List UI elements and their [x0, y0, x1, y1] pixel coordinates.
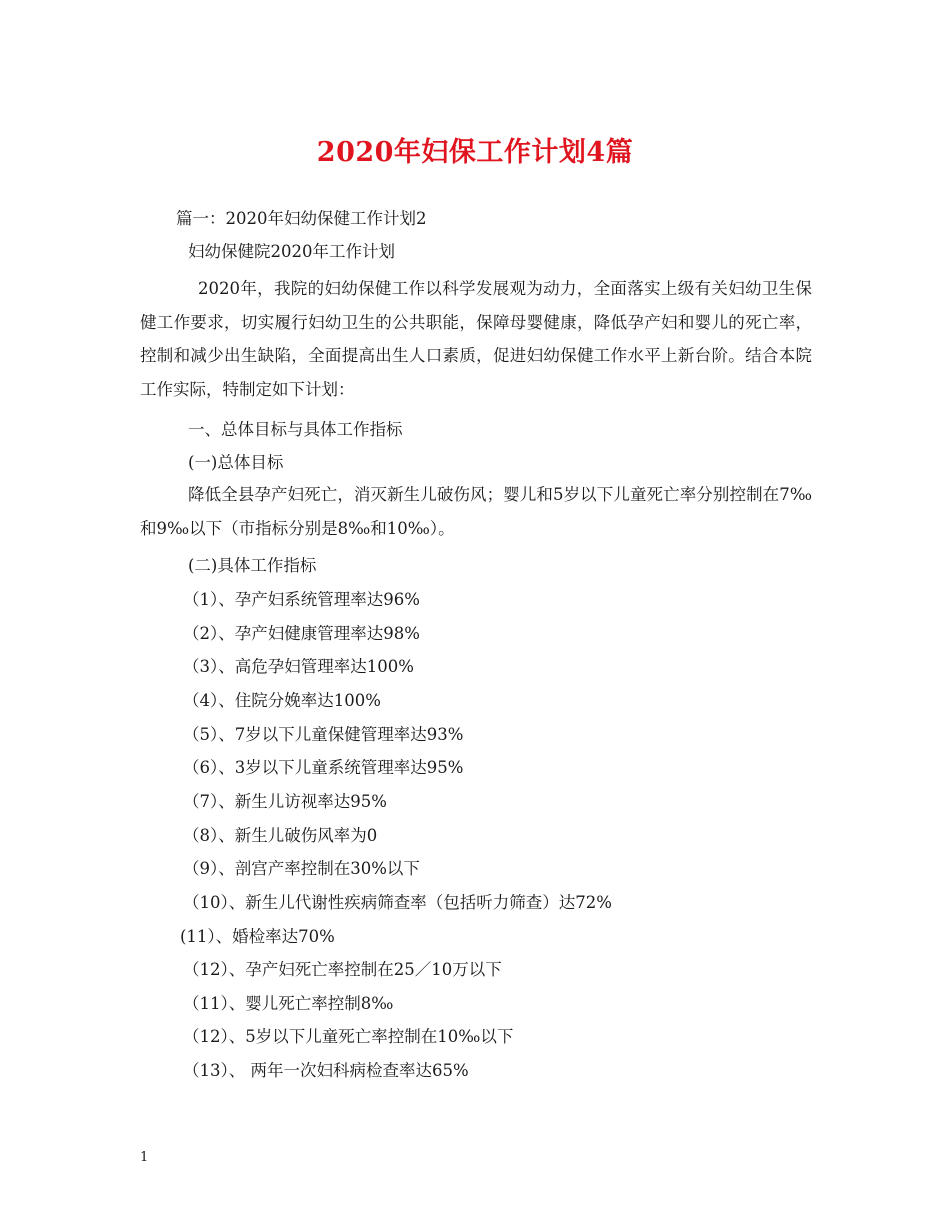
indicator-item: （11）、婴儿死亡率控制8‰ [183, 994, 394, 1013]
heading-overall-goal: (一)总体目标 [188, 453, 284, 472]
indicator-item: （9）、剖宫产率控制在30%以下 [183, 859, 420, 878]
indicator-item: (11）、婚检率达70% [180, 927, 335, 946]
indicator-item: （6）、3岁以下儿童系统管理率达95% [183, 758, 464, 777]
document-title: 2020年妇保工作计划4篇 [316, 137, 634, 168]
indicator-item: （7）、新生儿访视率达95% [183, 792, 387, 811]
indicator-item: （12）、5岁以下儿童死亡率控制在10‰以下 [183, 1027, 514, 1046]
goal-paragraph: 降低全县孕产妇死亡，消灭新生儿破伤风；婴儿和5岁以下儿童死亡率分别控制在7‰和9‰以下（市指标分别是8‰和10‰）。 [140, 485, 812, 538]
indicator-item: （4）、住院分娩率达100% [183, 691, 381, 710]
heading-total-goals: 一、总体目标与具体工作指标 [188, 420, 403, 439]
intro-paragraph: 2020年，我院的妇幼保健工作以科学发展观为动力，全面落实上级有关妇幼卫生保健工作要求，切实履行妇幼卫生的公共职能，保障母婴健康，降低孕产妇和婴儿的死亡率，控制和减少出生缺陷，全面提高出生人口素质，促进妇幼保健工作水平上新台阶。结合本院工作实际，特制定如下计划： [140, 279, 812, 399]
indicator-item: （1）、孕产妇系统管理率达96% [183, 590, 420, 609]
subheading: 妇幼保健院2020年工作计划 [188, 242, 395, 261]
indicator-item: （12）、孕产妇死亡率控制在25／10万以下 [183, 960, 502, 979]
indicator-item: （8）、新生儿破伤风率为0 [183, 826, 378, 845]
indicator-item: （10）、新生儿代谢性疾病筛查率（包括听力筛查）达72% [183, 893, 612, 912]
heading-specific-indicators: (二)具体工作指标 [188, 556, 317, 575]
indicator-item: （5）、7岁以下儿童保健管理率达93% [183, 725, 464, 744]
indicator-item: （3）、高危孕妇管理率达100% [183, 657, 414, 676]
page-number: 1 [140, 1150, 149, 1165]
indicator-item: （2）、孕产妇健康管理率达98% [183, 624, 420, 643]
indicator-item: （13）、 两年一次妇科病检查率达65% [183, 1061, 469, 1080]
section-heading: 篇一：2020年妇幼保健工作计划2 [176, 209, 427, 228]
